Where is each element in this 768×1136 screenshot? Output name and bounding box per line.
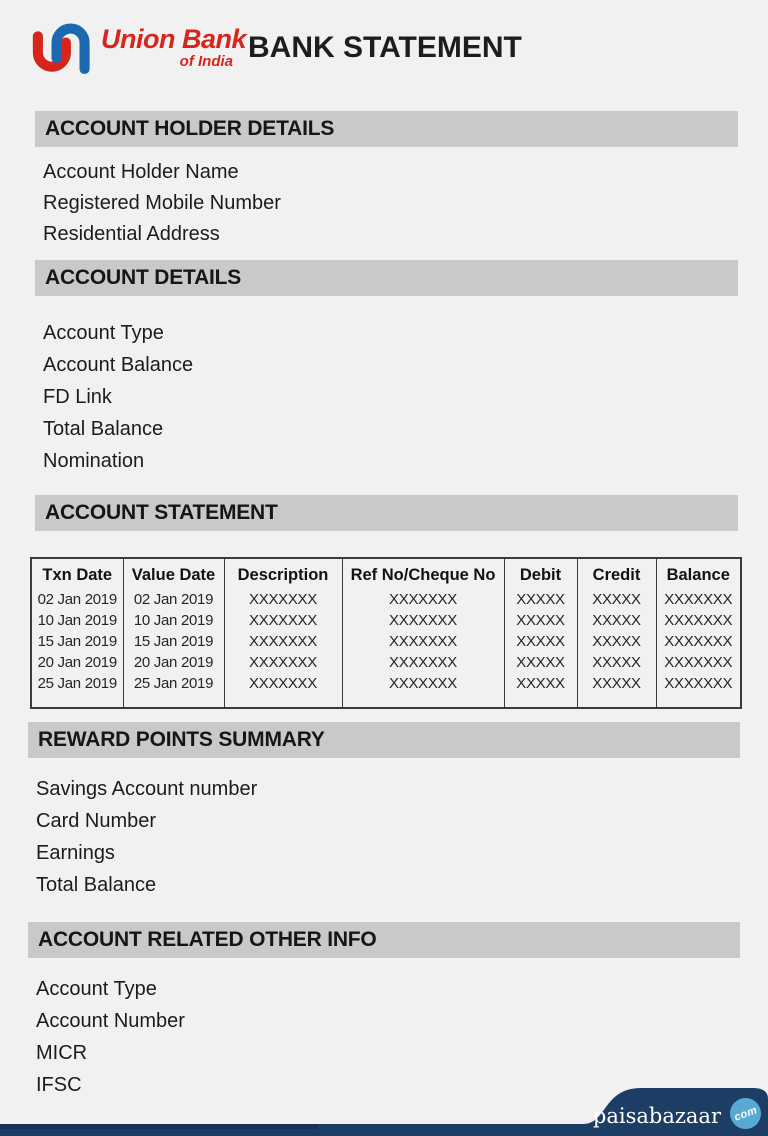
list-item: Savings Account number <box>36 778 258 800</box>
column-header: Balance <box>656 558 741 589</box>
table-cell: XXXXX <box>577 610 656 631</box>
column-header: Debit <box>504 558 577 589</box>
table-cell: XXXXXXX <box>342 589 504 610</box>
table-cell: XXXXX <box>504 589 577 610</box>
table-cell: XXXXXXX <box>656 673 741 708</box>
table-cell: XXXXX <box>577 673 656 708</box>
bank-subtitle: of India <box>179 53 233 70</box>
section-header-account-details: ACCOUNT DETAILS <box>35 260 738 296</box>
table-cell: 02 Jan 2019 <box>37 591 117 608</box>
list-item: Nomination <box>43 450 145 472</box>
table-cell: XXXXX <box>577 652 656 673</box>
table-cell: XXXXXXX <box>224 589 342 610</box>
table-header-row <box>31 558 741 589</box>
other-info-list <box>36 973 185 1101</box>
section-header-account-related-other-info: ACCOUNT RELATED OTHER INFO <box>28 922 740 958</box>
list-item: MICR <box>36 1042 88 1064</box>
footer-strip-accent <box>0 1124 318 1129</box>
list-item: Card Number <box>36 810 157 832</box>
table-cell: XXXXX <box>504 673 577 708</box>
table-cell: 25 Jan 2019 <box>123 673 224 708</box>
list-item: Account Type <box>36 978 157 1000</box>
list-item: Account Number <box>36 1010 185 1032</box>
page-title: BANK STATEMENT <box>248 31 522 64</box>
table-cell: XXXXX <box>577 631 656 652</box>
table-cell: XXXXXXX <box>342 610 504 631</box>
table-cell: XXXXXXX <box>342 673 504 708</box>
list-item: FD Link <box>43 386 112 408</box>
list-item: Earnings <box>36 842 115 864</box>
list-item: Residential Address <box>43 223 220 245</box>
list-item: Total Balance <box>36 874 157 896</box>
paisabazaar-badge <box>583 1082 768 1136</box>
column-header: Description <box>224 558 342 589</box>
list-item: Registered Mobile Number <box>43 192 281 214</box>
table-row <box>31 673 741 708</box>
account-statement-table <box>30 557 742 709</box>
paisabazaar-wordmark: paisabazaar <box>592 1104 721 1128</box>
section-header-reward-points-summary: REWARD POINTS SUMMARY <box>28 722 740 758</box>
table-row <box>31 631 741 652</box>
list-item: Account Balance <box>43 354 194 376</box>
column-header: Credit <box>577 558 656 589</box>
table-row <box>31 589 741 610</box>
bank-name: Union Bank <box>101 24 247 54</box>
table-cell: XXXXXXX <box>656 610 741 631</box>
column-header: Value Date <box>123 558 224 589</box>
list-item: IFSC <box>36 1074 82 1096</box>
table-cell: XXXXX <box>577 589 656 610</box>
union-bank-logo-icon <box>27 11 97 90</box>
table-cell: XXXXX <box>504 652 577 673</box>
table-cell: XXXXXXX <box>224 631 342 652</box>
table-cell: XXXXXXX <box>224 610 342 631</box>
paisabazaar-com-icon <box>730 1098 761 1129</box>
bank-wordmark <box>101 24 247 70</box>
account-details-list <box>43 317 193 477</box>
list-item: Account Holder Name <box>43 161 239 183</box>
section-header-account-holder-details: ACCOUNT HOLDER DETAILS <box>35 111 738 147</box>
table-cell: XXXXX <box>504 631 577 652</box>
table-cell: 20 Jan 2019 <box>37 654 117 671</box>
paisabazaar-com-label: com <box>732 1103 759 1124</box>
list-item: Account Type <box>43 322 164 344</box>
table-row <box>31 610 741 631</box>
table-cell: XXXXXXX <box>656 631 741 652</box>
table-cell: 15 Jan 2019 <box>123 631 224 652</box>
table-cell: XXXXXXX <box>342 631 504 652</box>
table-cell: 15 Jan 2019 <box>37 633 117 650</box>
table-cell: XXXXXXX <box>224 673 342 708</box>
table-cell: 10 Jan 2019 <box>123 610 224 631</box>
list-item: Total Balance <box>43 418 164 440</box>
table-cell: XXXXXXX <box>224 652 342 673</box>
table-cell: 10 Jan 2019 <box>37 612 117 629</box>
table-cell: XXXXXXX <box>656 652 741 673</box>
reward-points-list <box>36 773 257 901</box>
column-header: Txn Date <box>42 566 113 584</box>
table-cell: XXXXX <box>504 610 577 631</box>
table-cell: XXXXXXX <box>342 652 504 673</box>
table-row <box>31 652 741 673</box>
table-cell: 20 Jan 2019 <box>123 652 224 673</box>
table-cell: 25 Jan 2019 <box>37 675 117 692</box>
column-header: Ref No/Cheque No <box>342 558 504 589</box>
table-cell: 02 Jan 2019 <box>123 589 224 610</box>
table-cell: XXXXXXX <box>656 589 741 610</box>
account-holder-details-list <box>43 157 281 250</box>
section-header-account-statement: ACCOUNT STATEMENT <box>35 495 738 531</box>
